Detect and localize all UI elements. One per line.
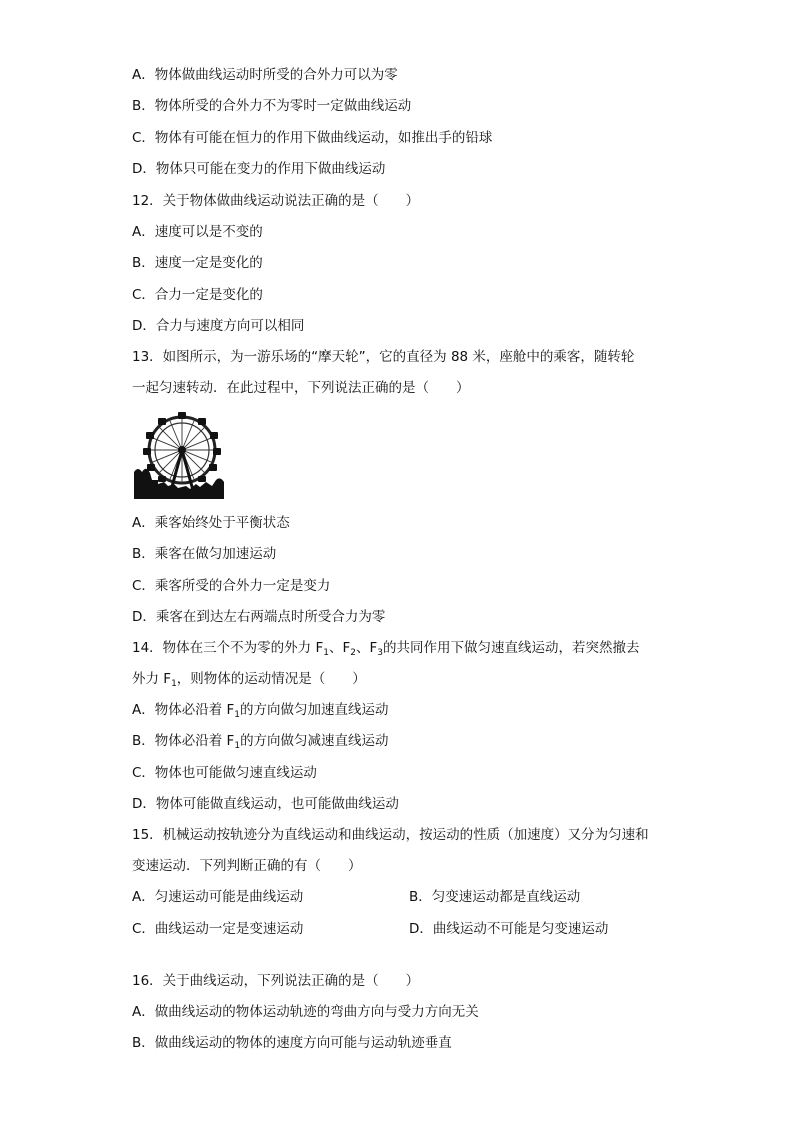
q14-option-d: D．物体可能做直线运动，也可能做曲线运动 — [132, 796, 399, 812]
q14-stem-line1-post: 的共同作用下做匀速直线运动，若突然撤去 — [382, 640, 640, 656]
q14-sub3: 3 — [377, 648, 383, 658]
q14-option-a — [132, 701, 389, 724]
q14-stem-line1-pre: 14．物体在三个不为零的外力 F — [132, 640, 324, 656]
q15-stem-line1: 15．机械运动按轨迹分为直线运动和曲线运动，按运动的性质（加速度）又分为匀速和 — [132, 827, 649, 843]
q16-option-a: A．做曲线运动的物体运动轨迹的弯曲方向与受力方向无关 — [132, 1004, 479, 1020]
q13-option-c: C．乘客所受的合外力一定是变力 — [132, 578, 331, 594]
q11-option-a: A．物体做曲线运动时所受的合外力可以为零 — [132, 67, 398, 83]
q14-option-c: C．物体也可能做匀速直线运动 — [132, 765, 317, 781]
q14-stem-line1 — [132, 639, 639, 662]
q15-stem-line2: 变速运动．下列判断正确的有（ ） — [132, 858, 362, 874]
ferris-wheel-figure — [134, 410, 224, 499]
q14-sep2: 、F — [355, 640, 378, 656]
q15-option-a: A．匀速运动可能是曲线运动 — [132, 889, 304, 905]
q12-option-d: D．合力与速度方向可以相同 — [132, 318, 305, 334]
q12-option-b: B．速度一定是变化的 — [132, 255, 263, 271]
q12-option-c: C．合力一定是变化的 — [132, 287, 263, 303]
ferris-wheel-silhouette-icon — [134, 410, 224, 499]
q14-option-b — [132, 732, 389, 755]
q11-option-b: B．物体所受的合外力不为零时一定做曲线运动 — [132, 98, 412, 114]
q13-stem-line1: 13．如图所示，为一游乐场的“摩天轮”，它的直径为 88 米，座舱中的乘客，随转轮 — [132, 349, 635, 365]
q13-option-b: B．乘客在做匀加速运动 — [132, 546, 277, 562]
q14-stem-line2 — [132, 670, 366, 693]
q14-stem-line2-post: ，则物体的运动情况是（ ） — [176, 671, 366, 687]
q14-option-a-post: 的方向做匀加速直线运动 — [240, 702, 389, 718]
q16-stem: 16．关于曲线运动，下列说法正确的是（ ） — [132, 973, 420, 989]
q14-sub2: 2 — [350, 648, 356, 658]
q12-option-a: A．速度可以是不变的 — [132, 224, 263, 240]
q15-option-c: C．曲线运动一定是变速运动 — [132, 921, 304, 937]
q13-option-d: D．乘客在到达左右两端点时所受合力为零 — [132, 609, 386, 625]
q14-option-a-pre: A．物体必沿着 F — [132, 702, 235, 718]
q11-option-c: C．物体有可能在恒力的作用下做曲线运动，如推出手的铅球 — [132, 130, 493, 146]
q13-option-a: A．乘客始终处于平衡状态 — [132, 515, 290, 531]
q14-sep1: 、F — [328, 640, 351, 656]
q14-option-b-pre: B．物体必沿着 F — [132, 733, 235, 749]
q14-option-b-sub: 1 — [234, 741, 241, 751]
q13-stem-line2: 一起匀速转动．在此过程中，下列说法正确的是（ ） — [132, 380, 470, 396]
q14-sub1: 1 — [323, 648, 329, 658]
q12-stem: 12．关于物体做曲线运动说法正确的是（ ） — [132, 193, 420, 209]
q16-option-b: B．做曲线运动的物体的速度方向可能与运动轨迹垂直 — [132, 1035, 452, 1051]
q15-option-d: D．曲线运动不可能是匀变速运动 — [409, 921, 609, 937]
q15-option-b: B．匀变速运动都是直线运动 — [409, 889, 581, 905]
q14-option-b-post: 的方向做匀减速直线运动 — [240, 733, 389, 749]
q11-option-d: D．物体只可能在变力的作用下做曲线运动 — [132, 161, 386, 177]
q14-option-a-sub: 1 — [234, 710, 241, 720]
q14-stem-line2-pre: 外力 F — [132, 671, 172, 687]
q14-stem-line2-sub: 1 — [171, 679, 177, 689]
